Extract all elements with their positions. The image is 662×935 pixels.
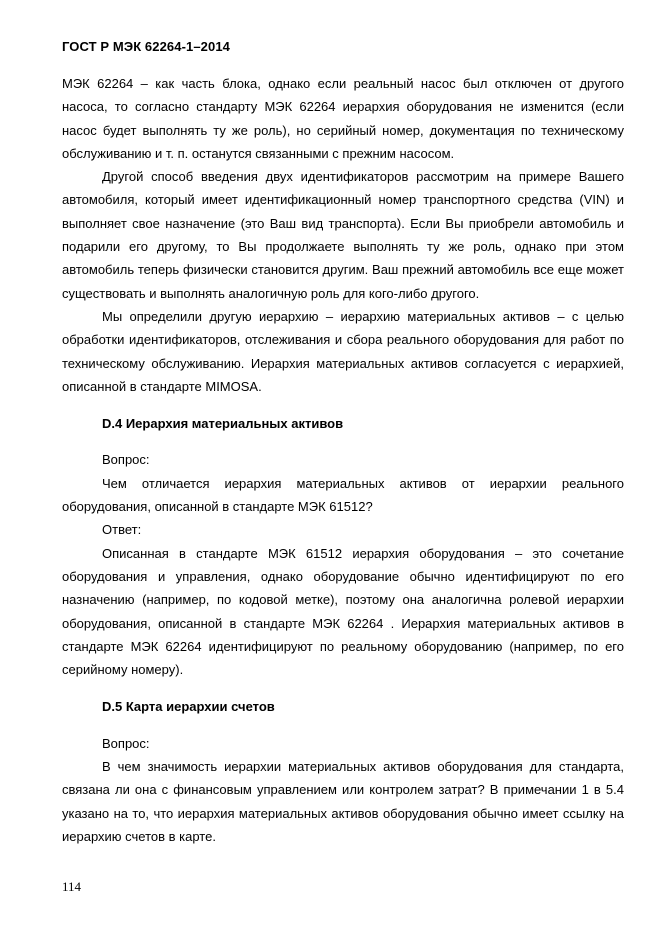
- document-header: ГОСТ Р МЭК 62264-1–2014: [62, 39, 230, 54]
- section-d4-heading: D.4 Иерархия материальных активов: [102, 416, 344, 432]
- intro-paragraph-2: Другой способ введения двух идентификаторов рассмотрим на примере Вашего автомобиля, который имеет идентификационный номер транспортного средства (VIN) и выполняет свое назначение (это Ваш вид транспорта). Если Вы приобрели автомобиль и подарили его другому, то Вы продолжаете выполнять ту же роль, однако при этом автомобиль теперь физически становится другим. Ваш прежний автомобиль все еще может существовать и выполнять аналогичную роль для кого-либо другого.: [62, 169, 624, 301]
- section-d5-question-text: В чем значимость иерархии материальных активов оборудования для стандарта, связана ли она с финансовым управлением или контролем затрат? В примечании 1 в 5.4 указано на то, что иерархия материальных активов оборудования обычно имеет ссылку на иерархию счетов в карте.: [62, 759, 624, 844]
- document-body: [62, 72, 624, 848]
- section-d4-question-text: Чем отличается иерархия материальных активов от иерархии реального оборудования, описанной в стандарте МЭК 61512?: [62, 475, 624, 515]
- section-d4-answer-text: Описанная в стандарте МЭК 61512 иерархия оборудования – это сочетание оборудования и управления, однако оборудование обычно идентифицируют по его назначению (например, по кодовой метке), поэтому она аналогична ролевой иерархии оборудования, описанной в стандарте МЭК 62264 . Иерархия материальных активов в стандарте МЭК 62264 идентифицируют по реальному оборудованию (например, по его серийному номеру).: [62, 545, 624, 678]
- page-number: 114: [62, 879, 82, 894]
- section-d5-question-label: Вопрос:: [102, 735, 150, 751]
- section-d4-question-label: Вопрос:: [102, 452, 150, 468]
- intro-paragraph-3: Мы определили другую иерархию – иерархию материальных активов – с целью обработки идентификаторов, отслеживания и сбора реального оборудования для работ по техническому обслуживанию. Иерархия материальных активов согласуется с иерархией, описанной в стандарте MIMOSA.: [62, 308, 624, 394]
- section-d5-heading: D.5 Карта иерархии счетов: [102, 699, 275, 715]
- section-d4-answer-label: Ответ:: [102, 522, 142, 538]
- intro-paragraph-1: МЭК 62264 – как часть блока, однако если реальный насос был отключен от другого насоса, то согласно стандарту МЭК 62264 иерархия оборудования не изменится (если насос будет выполнять ту же роль), но серийный номер, документация по техническому обслуживанию и т. п. останутся связанными с прежним насосом.: [62, 76, 624, 161]
